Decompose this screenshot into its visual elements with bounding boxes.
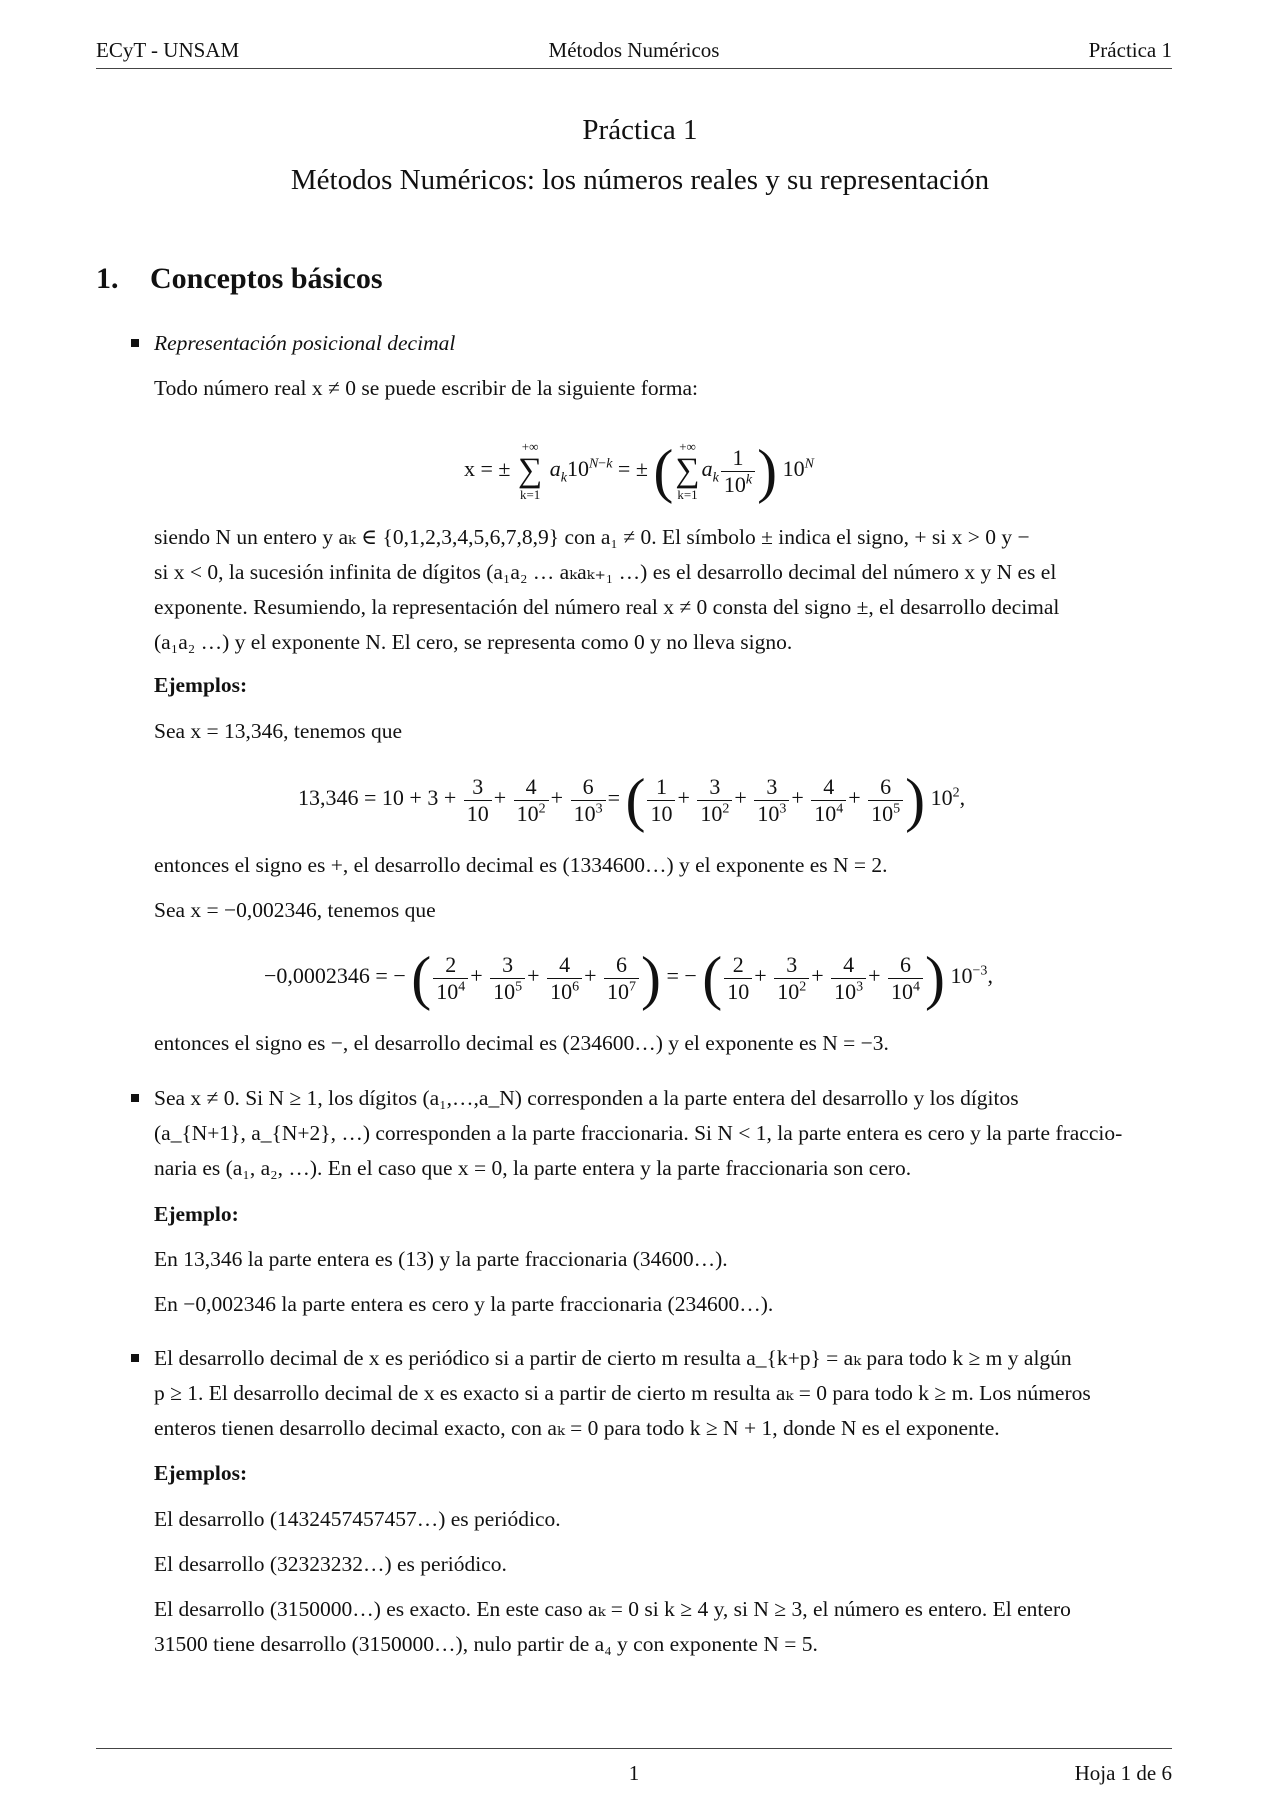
section-heading [96,262,383,296]
bullet1-heading: Representación posicional decimal [154,331,456,355]
sum-symbol: +∞ ∑ k=1 [517,439,543,502]
bullet3-example-3 [154,1592,1172,1662]
bullet-marker [131,1354,139,1362]
header-left: ECyT - UNSAM [96,38,240,62]
bullet3-line-3: enteros tienen desarrollo decimal exacto, con aₖ = 0 para todo k ≥ N + 1, donde N es el exponente. [154,1416,1000,1440]
equation-example-1: 13,346 = 10 + 3 + $\frac{3}{10}$ + $\frac{4}{10^2}$ + $\frac{6}{10^3}$ = ( $\frac{1}{10}$ + $\frac{3}{10^2}$ + $\frac{3}{10^3}$ + $\frac{4}{10^4}$ + $\frac{6}{10^5}$ ) $10^2$, [298,767,966,833]
bullet2-example-2: En −0,002346 la parte entera es cero y la parte fraccionaria (234600…). [154,1292,774,1316]
ex1-lhs: 13,346 = 10 + 3 + [298,785,457,811]
bullet1-intro: Todo número real x ≠ 0 se puede escribir de la siguiente forma: [154,376,699,400]
bullet-marker [131,1094,139,1102]
explanation-line-2: si x < 0, la sucesión infinita de dígitos (a₁a₂ … aₖaₖ₊₁ …) es el desarrollo decimal del número x y N es el [154,560,1057,584]
page-footer [96,1748,1172,1789]
header-right: Práctica 1 [1088,38,1172,62]
example-label-2: Ejemplo: [154,1202,239,1226]
page-subtitle: Métodos Numéricos: los números reales y su representación [290,164,990,196]
bullet1-explanation [154,520,1172,660]
eq1-mid: = ± [617,456,648,482]
sheet-counter: Hoja 1 de 6 [1074,1761,1172,1785]
page-number: 1 [628,1761,640,1785]
eq1-lhs: x = ± [464,456,511,482]
example1-intro: Sea x = 13,346, tenemos que [154,719,402,743]
bullet3-example-2: El desarrollo (32323232…) es periódico. [154,1552,507,1576]
sum-symbol-2: +∞ ∑ k=1 [675,439,700,502]
bullet3-example-3-line-1: El desarrollo (3150000…) es exacto. En este caso aₖ = 0 si k ≥ 4 y, si N ≥ 3, el número es entero. El entero [154,1597,1071,1621]
example2-result: entonces el signo es −, el desarrollo decimal es (234600…) y el exponente es N = −3. [154,1031,889,1055]
page-title: Práctica 1 [582,114,698,146]
bullet3-example-3-line-2: 31500 tiene desarrollo (3150000…), nulo partir de a₄ y con exponente N = 5. [154,1632,818,1656]
bullet2-example-1: En 13,346 la parte entera es (13) y la parte fraccionaria (34600…). [154,1247,728,1271]
bullet3-line-2: p ≥ 1. El desarrollo decimal de x es exacto si a partir de cierto m resulta aₖ = 0 para todo k ≥ m. Los números [154,1381,1091,1405]
equation-positional: x = ± +∞ ∑ k=1 $a_k10^{N-k}$ = ± ( +∞ ∑ $k=1a_k$ $\frac{1}{10^k}$ ) $10^N$ [464,438,814,504]
bullet2-line-2: (a_{N+1}, a_{N+2}, …) corresponden a la parte fraccionaria. Si N < 1, la parte entera es cero y la parte fraccio- [154,1121,1123,1145]
example1-result: entonces el signo es +, el desarrollo decimal es (1334600…) y el exponente es N = 2. [154,853,888,877]
header-center: Métodos Numéricos [548,38,720,62]
examples-label-1: Ejemplos: [154,673,248,697]
example2-intro: Sea x = −0,002346, tenemos que [154,898,436,922]
section-number: 1. [96,262,119,295]
explanation-line-4: (a₁a₂ …) y el exponente N. El cero, se representa como 0 y no lleva signo. [154,630,793,654]
section-title: Conceptos básicos [150,262,383,295]
bullet2-line-3: naria es (a₁, a₂, …). En el caso que x = 0, la parte entera y la parte fraccionaria son cero. [154,1156,912,1180]
equation-example-2: −0,0002346 = − ( $\frac{2}{10^4}$ + $\frac{3}{10^5}$ + $\frac{4}{10^6}$ + $\frac{6}{10^7}$ ) = − ( $\frac{2}{10}$ + $\frac{3}{10^2}$ + $\frac{4}{10^3}$ + $\frac{6}{10^4}$ ) $10^{-3}$, [264,945,993,1011]
ex2-lhs: −0,0002346 = − [264,963,406,989]
explanation-line-1: siendo N un entero y aₖ ∈ {0,1,2,3,4,5,6,7,8,9} con a₁ ≠ 0. El símbolo ± indica el signo, + si x > 0 y − [154,525,1030,549]
bullet-marker [131,339,139,347]
examples-label-3: Ejemplos: [154,1461,248,1485]
bullet2-text [154,1081,1172,1186]
explanation-line-3: exponente. Resumiendo, la representación del número real x ≠ 0 consta del signo ±, el desarrollo decimal [154,595,1060,619]
running-header [96,38,1172,69]
bullet3-example-1: El desarrollo (1432457457457…) es periódico. [154,1507,561,1531]
bullet2-line-1: Sea x ≠ 0. Si N ≥ 1, los dígitos (a₁,…,a_N) corresponden a la parte entera del desarrollo y los dígitos [154,1086,1019,1110]
bullet3-text [154,1341,1172,1446]
bullet3-line-1: El desarrollo decimal de x es periódico si a partir de cierto m resulta a_{k+p} = aₖ para todo k ≥ m y algún [154,1346,1072,1370]
